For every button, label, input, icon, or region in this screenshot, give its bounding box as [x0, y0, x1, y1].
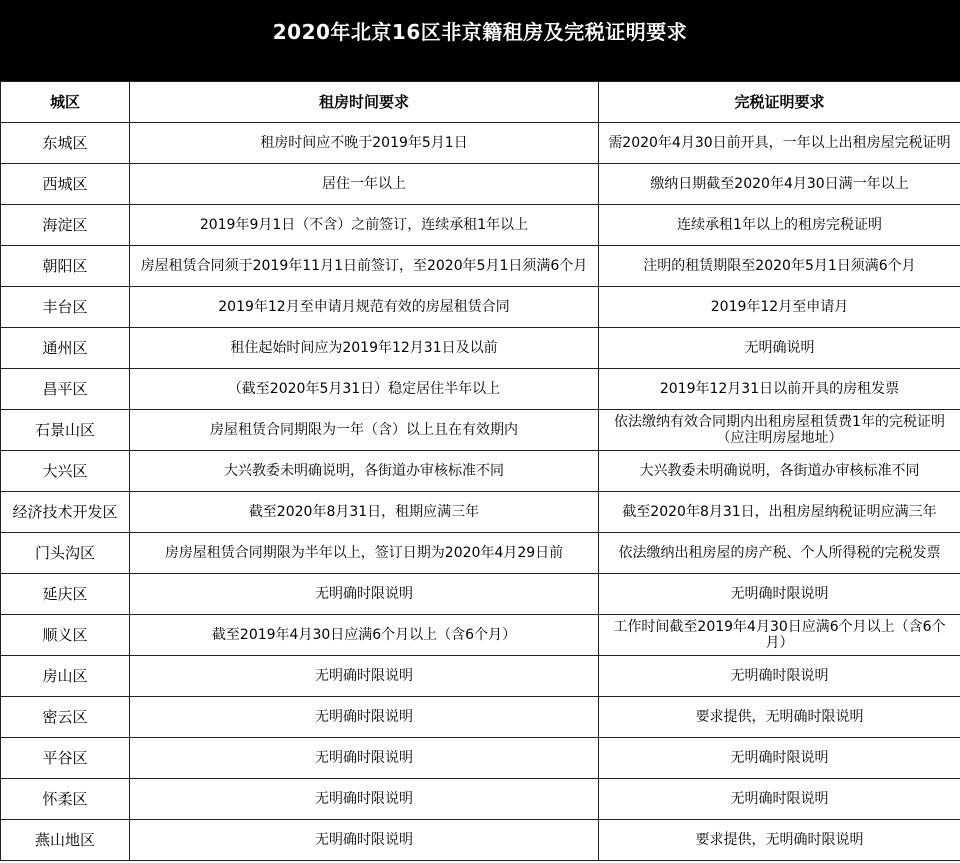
tax-proof-cell: 大兴教委未明确说明，各街道办审核标准不同 [599, 451, 960, 492]
rent-time-cell: 无明确时限说明 [130, 820, 599, 861]
tax-proof-cell: 无明确时限说明 [599, 779, 960, 820]
table-row [1, 369, 960, 410]
district-cell: 石景山区 [1, 410, 130, 451]
rent-time-cell: 房屋租赁合同须于2019年11月1日前签订，至2020年5月1日须满6个月 [130, 246, 599, 287]
tax-proof-cell: 注明的租赁期限至2020年5月1日须满6个月 [599, 246, 960, 287]
rent-time-cell: 无明确时限说明 [130, 574, 599, 615]
table-row [1, 820, 960, 861]
table-row [1, 492, 960, 533]
rent-time-cell: 截至2019年4月30日应满6个月以上（含6个月） [130, 615, 599, 656]
district-cell: 朝阳区 [1, 246, 130, 287]
tax-proof-cell: 依法缴纳出租房屋的房产税、个人所得税的完税发票 [599, 533, 960, 574]
rent-time-cell: 无明确时限说明 [130, 779, 599, 820]
table-row [1, 533, 960, 574]
tax-proof-cell: 连续承租1年以上的租房完税证明 [599, 205, 960, 246]
district-cell: 密云区 [1, 697, 130, 738]
rent-time-cell: 2019年12月至申请月规范有效的房屋租赁合同 [130, 287, 599, 328]
tax-proof-cell: 工作时间截至2019年4月30日应满6个月以上（含6个月） [599, 615, 960, 656]
table-row [1, 615, 960, 656]
district-cell: 平谷区 [1, 738, 130, 779]
tax-proof-cell: 2019年12月至申请月 [599, 287, 960, 328]
table-row [1, 697, 960, 738]
column-header-tax-proof: 完税证明要求 [599, 82, 960, 123]
district-cell: 海淀区 [1, 205, 130, 246]
district-cell: 大兴区 [1, 451, 130, 492]
table-row [1, 574, 960, 615]
district-cell: 经济技术开发区 [1, 492, 130, 533]
table-row [1, 205, 960, 246]
rent-time-cell: 无明确时限说明 [130, 656, 599, 697]
rent-time-cell: 租住起始时间应为2019年12月31日及以前 [130, 328, 599, 369]
rent-time-cell: 居住一年以上 [130, 164, 599, 205]
column-header-rent-time: 租房时间要求 [130, 82, 599, 123]
district-cell: 燕山地区 [1, 820, 130, 861]
tax-proof-cell: 依法缴纳有效合同期内出租房屋租赁费1年的完税证明（应注明房屋地址） [599, 410, 960, 451]
table-body [1, 123, 960, 861]
district-cell: 通州区 [1, 328, 130, 369]
district-cell: 延庆区 [1, 574, 130, 615]
district-cell: 怀柔区 [1, 779, 130, 820]
requirements-table [0, 81, 960, 861]
table-row [1, 410, 960, 451]
district-cell: 昌平区 [1, 369, 130, 410]
tax-proof-cell: 无明确说明 [599, 328, 960, 369]
tax-proof-cell: 2019年12月31日以前开具的房租发票 [599, 369, 960, 410]
tax-proof-cell: 无明确时限说明 [599, 574, 960, 615]
tax-proof-cell: 截至2020年8月31日，出租房屋纳税证明应满三年 [599, 492, 960, 533]
table-header-row [1, 82, 960, 123]
rent-time-cell: （截至2020年5月31日）稳定居住半年以上 [130, 369, 599, 410]
rent-time-cell: 2019年9月1日（不含）之前签订，连续承租1年以上 [130, 205, 599, 246]
district-cell: 顺义区 [1, 615, 130, 656]
district-cell: 西城区 [1, 164, 130, 205]
rent-time-cell: 截至2020年8月31日，租期应满三年 [130, 492, 599, 533]
rent-time-cell: 房房屋租赁合同期限为半年以上，签订日期为2020年4月29日前 [130, 533, 599, 574]
rent-time-cell: 房屋租赁合同期限为一年（含）以上且在有效期内 [130, 410, 599, 451]
rent-time-cell: 大兴教委未明确说明，各街道办审核标准不同 [130, 451, 599, 492]
page-title: 2020年北京16区非京籍租房及完税证明要求 [272, 20, 688, 44]
district-cell: 房山区 [1, 656, 130, 697]
table-row [1, 656, 960, 697]
table-row [1, 287, 960, 328]
tax-proof-cell: 要求提供，无明确时限说明 [599, 697, 960, 738]
tax-proof-cell: 需2020年4月30日前开具，一年以上出租房屋完税证明 [599, 123, 960, 164]
tax-proof-cell: 要求提供，无明确时限说明 [599, 820, 960, 861]
rent-time-cell: 租房时间应不晚于2019年5月1日 [130, 123, 599, 164]
rent-time-cell: 无明确时限说明 [130, 697, 599, 738]
table-row [1, 246, 960, 287]
tax-proof-cell: 无明确时限说明 [599, 656, 960, 697]
tax-proof-cell: 无明确时限说明 [599, 738, 960, 779]
district-cell: 东城区 [1, 123, 130, 164]
rent-time-cell: 无明确时限说明 [130, 738, 599, 779]
title-bar [0, 0, 960, 81]
table-row [1, 164, 960, 205]
table-row [1, 328, 960, 369]
table-row [1, 738, 960, 779]
table-row [1, 123, 960, 164]
district-cell: 门头沟区 [1, 533, 130, 574]
column-header-district: 城区 [1, 82, 130, 123]
tax-proof-cell: 缴纳日期截至2020年4月30日满一年以上 [599, 164, 960, 205]
table-row [1, 451, 960, 492]
district-cell: 丰台区 [1, 287, 130, 328]
table-row [1, 779, 960, 820]
